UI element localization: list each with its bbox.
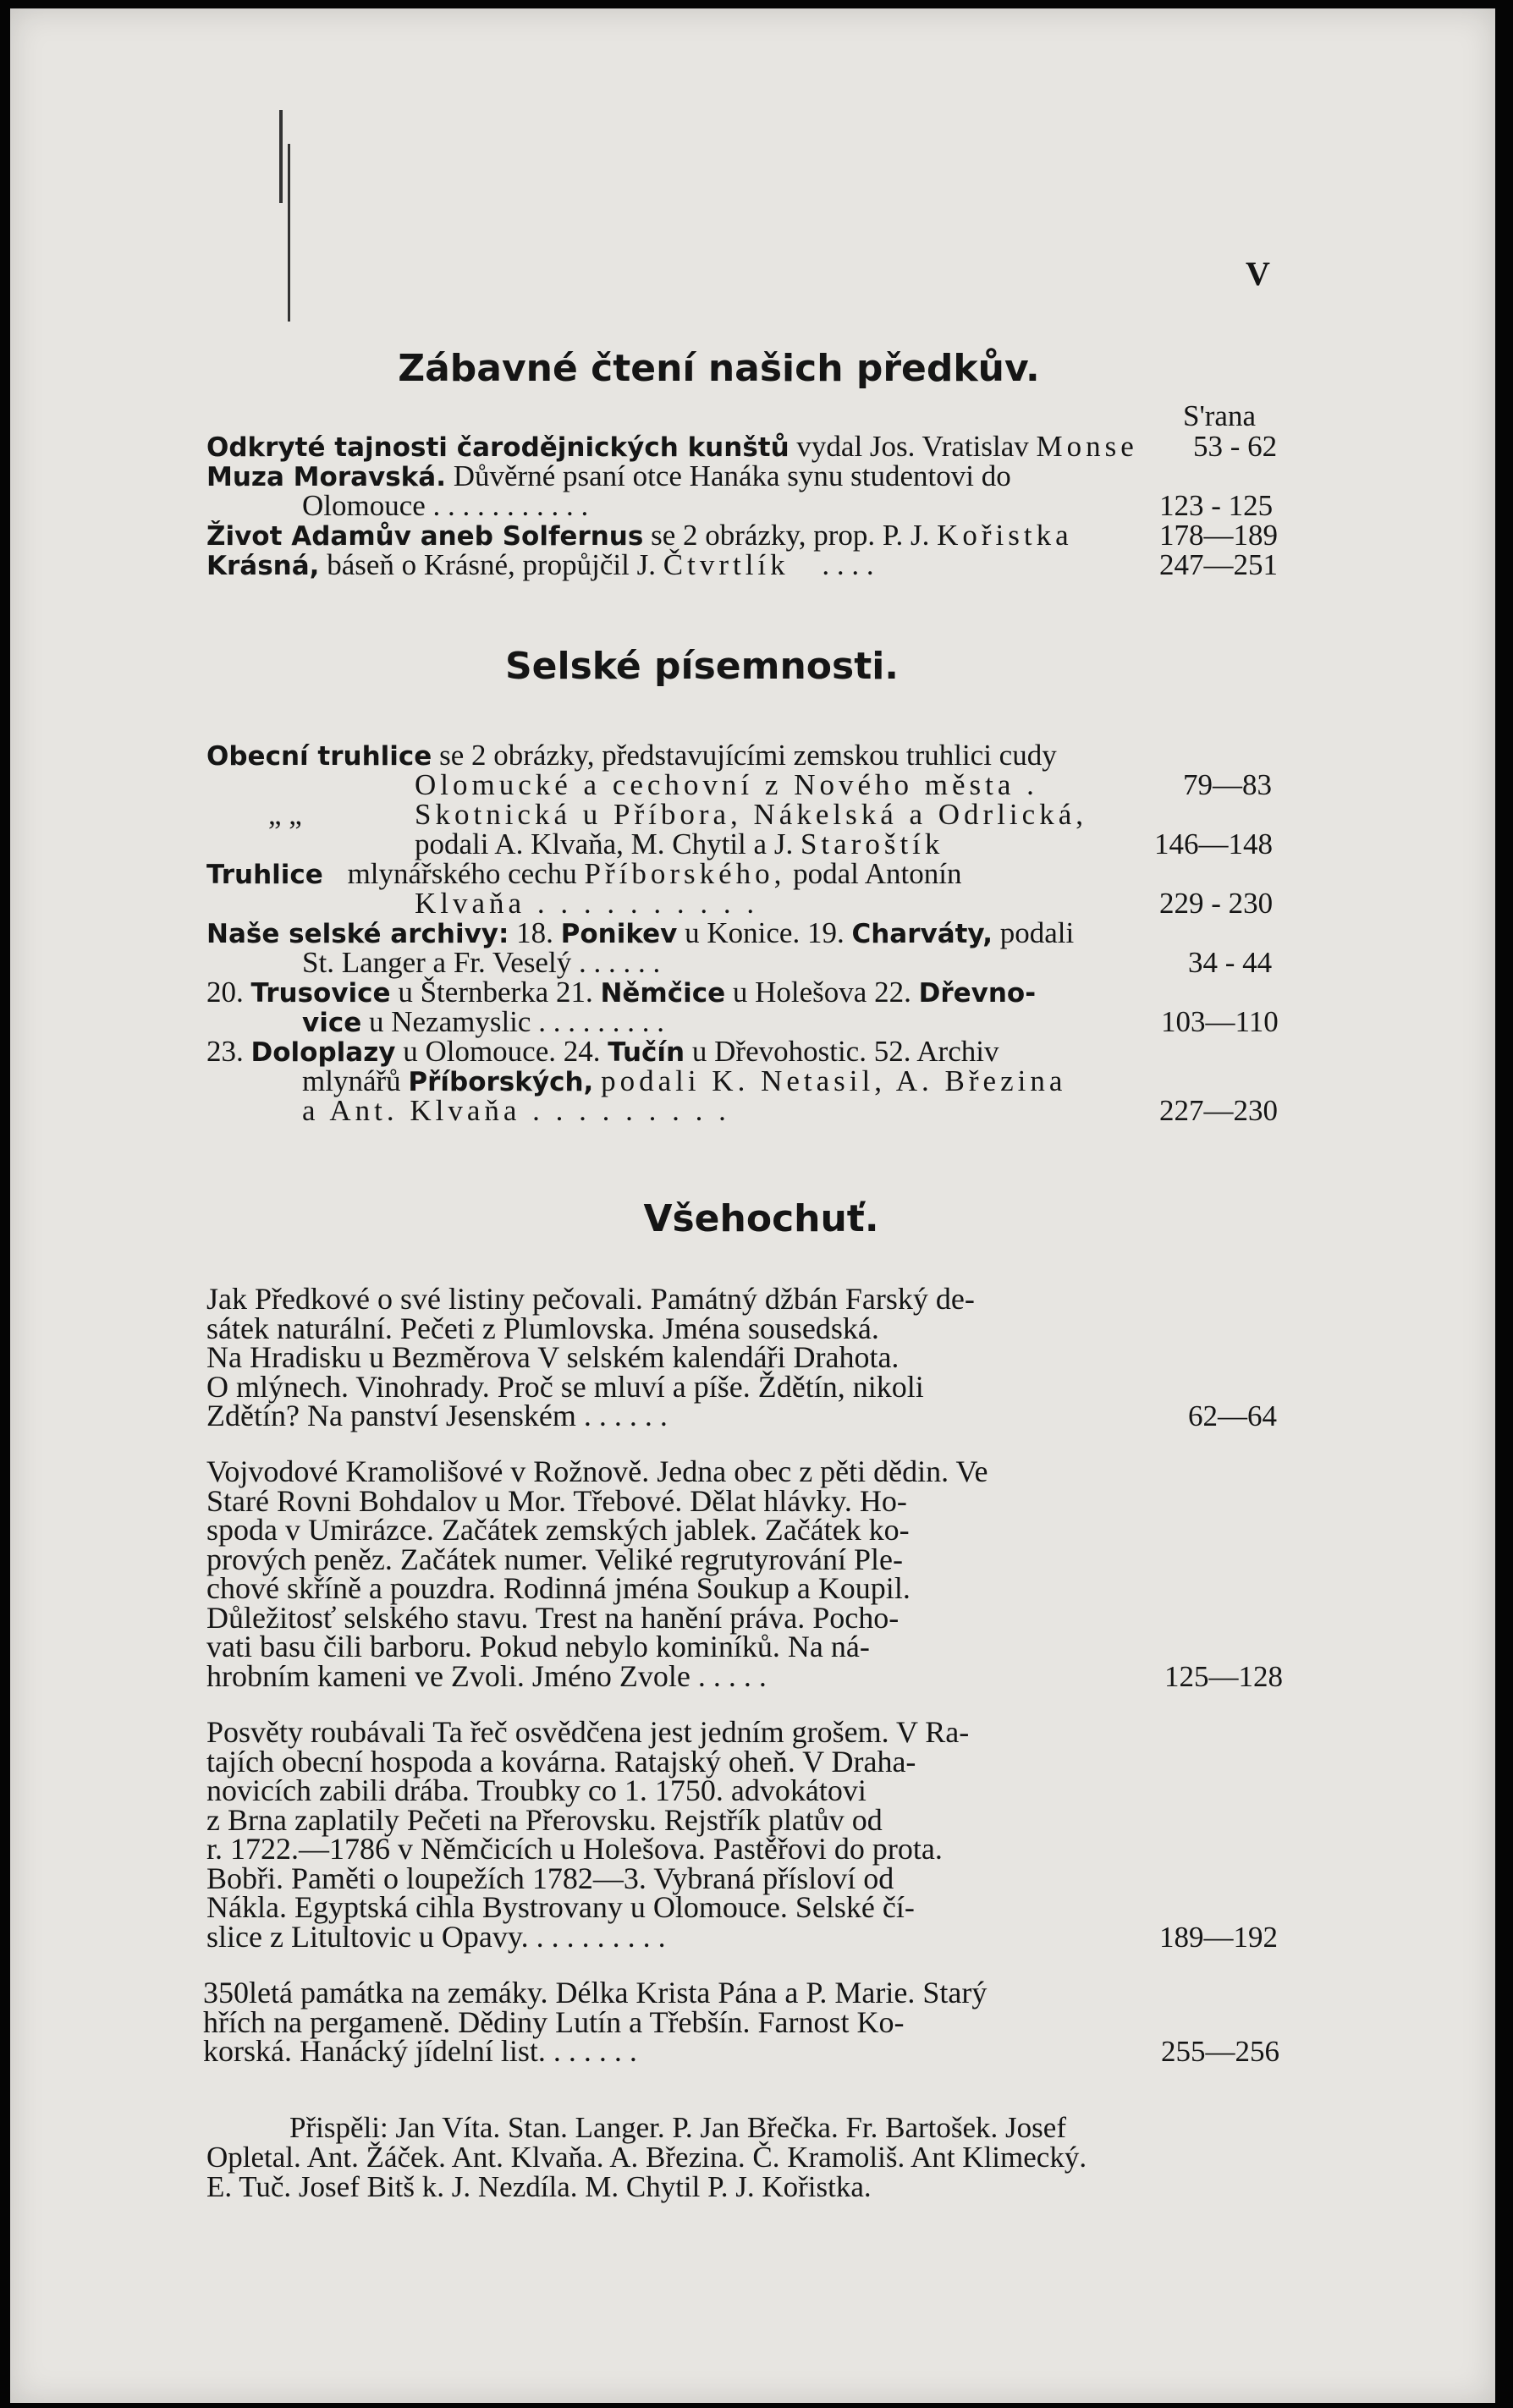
page-range: 53 - 62 bbox=[1193, 430, 1278, 463]
entry-title: Muza Moravská. bbox=[206, 462, 446, 492]
toc-entry-cont: podali A. Klvaňa, M. Chytil a J. Staroštík bbox=[415, 827, 944, 860]
page-range: 103—110 bbox=[1161, 1005, 1279, 1038]
paragraph-entry: 350letá památka na zemáky. Délka Krista Pána a P. Marie. Starý hřích na pergameně. Dědiny Lutín a Třebšín. Farnost Ko- korská. Hanácký jídelní list. . . . . . . bbox=[203, 1976, 988, 2068]
entry-title: Odkryté tajnosti čarodějnických kunštů bbox=[206, 432, 790, 463]
margin-mark bbox=[288, 144, 290, 322]
page-range: 62—64 bbox=[1188, 1399, 1277, 1432]
toc-entry: Život Adamův aneb Solfernus se 2 obrázky, prop. P. J. Kořistka bbox=[206, 519, 1073, 552]
toc-entry-cont: vice u Nezamyslic . . . . . . . . . bbox=[302, 1005, 664, 1038]
toc-entry-cont: Olomouce . . . . . . . . . . . bbox=[302, 489, 589, 522]
page-range: 255—256 bbox=[1161, 2035, 1279, 2068]
toc-entry-cont: Olomucké a cechovní z Nového města . bbox=[415, 768, 1038, 801]
contributors-line: Přispěli: Jan Víta. Stan. Langer. P. Jan Břečka. Fr. Bartošek. Josef bbox=[289, 2111, 1066, 2144]
toc-entry: Krásná, báseň o Krásné, propůjčil J. Čtvrtlík . . . . bbox=[206, 548, 874, 581]
contributors-line: E. Tuč. Josef Bitš k. J. Nezdíla. M. Chytil P. J. Kořistka. bbox=[206, 2170, 872, 2203]
page-range: 178—189 bbox=[1159, 519, 1278, 552]
paragraph-entry: Jak Předkové o své listiny pečovali. Památný džbán Farský de- sátek naturální. Pečeti z Plumlovska. Jména sousedská. Na Hradisku u Bezměrova V selském kalendáři Drahota. O mlýnech. Vinohrady. Proč se mluví a píše. Ždětín, nikoli Zdětín? Na panství Jesenském . . . . . . bbox=[206, 1282, 975, 1432]
page-range: 227—230 bbox=[1159, 1094, 1278, 1127]
page-number: V bbox=[1246, 255, 1270, 293]
toc-entry: Obecní truhlice se 2 obrázky, představujícími zemskou truhlici cudy bbox=[206, 739, 1057, 772]
entry-title: Obecní truhlice bbox=[206, 741, 432, 772]
toc-entry-cont: mlynářů Příborských, podali K. Netasil, A. Březina bbox=[302, 1064, 1067, 1097]
page-range: 229 - 230 bbox=[1159, 887, 1274, 920]
toc-entry: Muza Moravská. Důvěrné psaní otce Hanáka synu studentovi do bbox=[206, 459, 1011, 492]
column-label: S'rana bbox=[1183, 399, 1256, 432]
toc-entry: 23. Doloplazy u Olomouce. 24. Tučín u Dřevohostic. 52. Archiv bbox=[206, 1035, 999, 1068]
entry-title: Život Adamův aneb Solfernus bbox=[206, 521, 644, 552]
book-page bbox=[10, 8, 1495, 2403]
toc-entry-cont: a Ant. Klvaňa . . . . . . . . . bbox=[302, 1094, 730, 1127]
contributors-line: Opletal. Ant. Žáček. Ant. Klvaňa. A. Březina. Č. Kramoliš. Ant Klimecký. bbox=[206, 2141, 1087, 2174]
page-range: 79—83 bbox=[1183, 768, 1272, 801]
ditto-marks: „ „ bbox=[268, 798, 302, 831]
page-range: 34 - 44 bbox=[1188, 946, 1273, 979]
page-range: 125—128 bbox=[1164, 1660, 1283, 1693]
paragraph-entry: Vojvodové Kramolišové v Rožnově. Jedna obec z pěti dědin. Ve Staré Rovni Bohdalov u Mor. Třebové. Dělat hlávky. Ho- spoda v Umirázce. Začátek zemských jablek. Začátek ko- prových peněz. Začátek numer. Veliké regrutyrování Ple- chové skříně a pouzdra. Rodinná jména Soukup a Koupil. Důležitosť selského stavu. Trest na hanění práva. Pocho- vati basu čili barboru. Pokud nebylo kominíků. Na ná- hrobním kameni ve Zvoli. Jméno Zvole . . . . . bbox=[206, 1454, 988, 1693]
page-range: 189—192 bbox=[1159, 1921, 1278, 1954]
toc-entry: Naše selské archivy: 18. Ponikev u Konice. 19. Charváty, podali bbox=[206, 916, 1075, 949]
page-range: 146—148 bbox=[1154, 827, 1273, 860]
page-range: 247—251 bbox=[1159, 548, 1278, 581]
toc-entry-cont: St. Langer a Fr. Veselý . . . . . . bbox=[302, 946, 661, 979]
page-range: 123 - 125 bbox=[1159, 489, 1274, 522]
toc-entry: 20. Trusovice u Šternberka 21. Němčice u Holešova 22. Dřevno- bbox=[206, 976, 1037, 1009]
section-heading: Všehochuť. bbox=[643, 1197, 879, 1240]
section-heading: Zábavné čtení našich předkův. bbox=[398, 347, 1040, 390]
paragraph-entry: Posvěty roubávali Ta řeč osvědčena jest jedním grošem. V Ra- tajích obecní hospoda a kovárna. Ratajský oheň. V Draha- novicích zabili drába. Troubky co 1. 1750. advokátovi z Brna zaplatily Pečeti na Přerovsku. Rejstřík platův od r. 1722.—1786 v Němčicích u Holešova. Pastěřovi do prota. Bobři. Paměti o loupežích 1782—3. Vybraná přísloví od Nákla. Egyptská cihla Bystrovany u Olomouce. Selské čí- slice z Litultovic u Opavy. . . . . . . . . . bbox=[206, 1715, 970, 1954]
toc-entry-cont: Klvaňa . . . . . . . . . . bbox=[415, 887, 759, 920]
entry-title: Naše selské archivy: bbox=[206, 919, 509, 949]
entry-title: Krásná, bbox=[206, 551, 320, 581]
margin-mark bbox=[279, 110, 283, 203]
toc-entry-cont: Skotnická u Příbora, Nákelská a Odrlická, bbox=[415, 798, 1087, 831]
toc-entry: Truhlice mlynářského cechu Příborského, podal Antonín bbox=[206, 857, 962, 890]
section-heading: Selské písemnosti. bbox=[504, 645, 900, 688]
toc-entry: Odkryté tajnosti čarodějnických kunštů vydal Jos. Vratislav Monse bbox=[206, 430, 1138, 463]
entry-title: Truhlice bbox=[206, 860, 323, 890]
